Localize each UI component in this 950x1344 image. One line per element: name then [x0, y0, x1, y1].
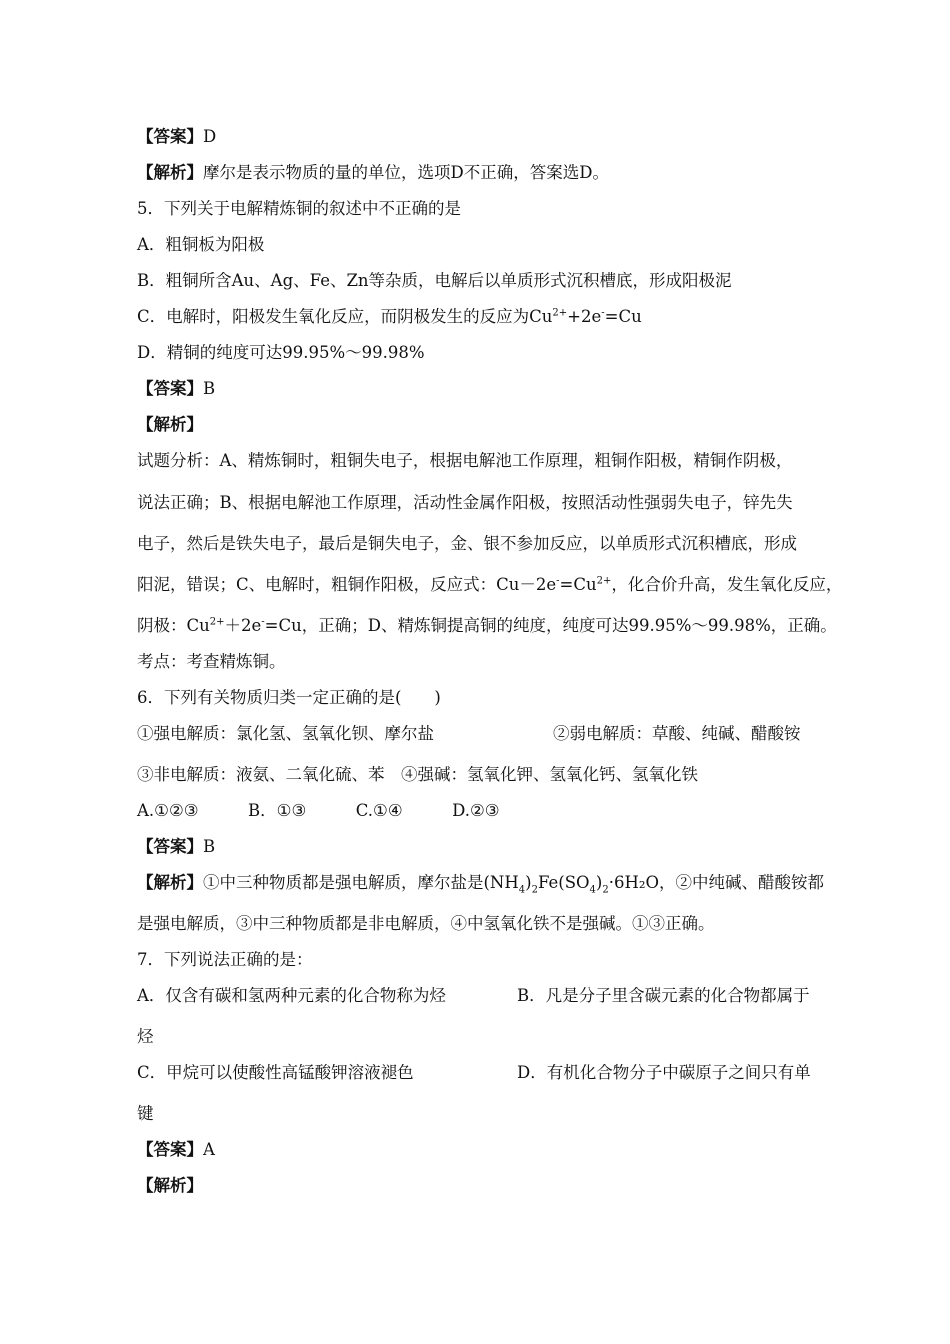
- q6-item-2: ②弱电解质：草酸、纯碱、醋酸铵: [553, 724, 801, 743]
- formula-subscript: 2: [602, 884, 609, 896]
- q7-answer-line: [137, 1139, 827, 1161]
- explanation-text: Fe(SO: [537, 873, 590, 892]
- answer-value: B: [203, 379, 216, 398]
- q6-item-1: ①强电解质：氯化氢、氢氧化钡、摩尔盐: [137, 724, 434, 743]
- charge-superscript: 2+: [552, 307, 568, 319]
- q6-stem: 6．下列有关物质归类一定正确的是( ): [137, 688, 441, 707]
- charge-superscript: 2+: [596, 575, 612, 587]
- q5-stem: 5．下列关于电解精炼铜的叙述中不正确的是: [137, 199, 461, 218]
- q5-analysis-line-4: [137, 574, 843, 596]
- q4-explanation-line: [137, 162, 827, 184]
- formula-subscript: 4: [518, 884, 526, 896]
- q6-answer-line: [137, 836, 827, 858]
- q5-answer-line: [137, 378, 827, 400]
- q5-kaodian: 考点：考查精炼铜。: [137, 652, 286, 671]
- q6-items-row-2: ③非电解质：液氨、二氧化硫、苯 ④强碱：氢氧化钾、氢氧化钙、氢氧化铁: [137, 765, 698, 784]
- q7-stem: 7．下列说法正确的是：: [137, 950, 313, 969]
- explanation-tag: 【解析】: [137, 415, 203, 434]
- explanation-text: ①中三种物质都是强电解质，摩尔盐是(NH: [203, 873, 519, 892]
- option-c-text-mid: +2e: [567, 307, 602, 326]
- answer-value: A: [203, 1140, 215, 1159]
- explanation-text: ): [525, 873, 532, 892]
- analysis-text: 阴极：Cu: [137, 616, 210, 635]
- option-c-text-end: =Cu: [604, 307, 642, 326]
- q7-explanation-tag: [137, 1175, 827, 1197]
- option-c-text: C．电解时，阳极发生氧化反应，而阴极发生的反应为Cu: [137, 307, 553, 326]
- q6-items-row-1: [137, 723, 827, 745]
- formula-subscript: 4: [589, 884, 596, 896]
- q5-analysis-line-1: 试题分析：A、精炼铜时，粗铜失电子，根据电解池工作原理，粗铜作阳极，精铜作阴极，: [137, 451, 793, 470]
- analysis-text: 阳泥，错误；C、电解时，粗铜作阳极，反应式：Cu－2e: [137, 575, 557, 594]
- answer-value: B: [203, 837, 216, 856]
- explanation-text: 摩尔是表示物质的量的单位，选项D不正确，答案选D。: [203, 163, 609, 182]
- q7-option-b-wrap: 烃: [137, 1027, 154, 1046]
- explanation-text: ): [595, 873, 603, 892]
- analysis-text-end: ，化合价升高，发生氧化反应，: [611, 575, 843, 594]
- charge-superscript: 2+: [209, 616, 225, 628]
- analysis-text-mid: =Cu: [559, 575, 597, 594]
- analysis-text-mid: ＋2e: [224, 616, 262, 635]
- explanation-tag: 【解析】: [137, 1176, 203, 1195]
- charge-superscript: -: [601, 307, 605, 319]
- q7-option-b: B．凡是分子里含碳元素的化合物都属于: [517, 986, 810, 1005]
- explanation-text: ·6H₂O，②中纯碱、醋酸铵都: [608, 873, 825, 892]
- q7-option-d: D．有机化合物分子中碳原子之间只有单: [517, 1063, 811, 1082]
- q5-option-b: B．粗铜所含Au、Ag、Fe、Zn等杂质，电解后以单质形式沉积槽底，形成阳极泥: [137, 271, 732, 290]
- q5-explanation-tag: [137, 414, 827, 436]
- explanation-tag: 【解析】: [137, 873, 203, 892]
- charge-superscript: -: [261, 616, 265, 628]
- q4-answer-line: [137, 126, 827, 148]
- charge-superscript: -: [556, 575, 560, 587]
- q5-analysis-line-2: 说法正确；B、根据电解池工作原理，活动性金属作阳极，按照活动性强弱失电子，锌先失: [137, 493, 793, 512]
- q6-explanation-line-2: 是强电解质，③中三种物质都是非电解质，④中氢氧化铁不是强碱。①③正确。: [137, 914, 715, 933]
- q7-option-d-wrap: 键: [137, 1104, 154, 1123]
- q6-choices: A.①②③ B．①③ C.①④ D.②③: [137, 801, 500, 820]
- q5-option-c: [137, 306, 827, 328]
- q6-explanation-line-1: [137, 872, 827, 894]
- answer-value: D: [203, 127, 217, 146]
- q5-analysis-line-5: [137, 615, 837, 637]
- q7-option-c: C．甲烷可以使酸性高锰酸钾溶液褪色: [137, 1063, 414, 1082]
- q5-option-a: A．粗铜板为阳极: [137, 235, 265, 254]
- answer-tag: 【答案】: [137, 837, 203, 856]
- formula-subscript: 2: [531, 884, 538, 896]
- q7-options-row-1: [137, 985, 827, 1007]
- answer-tag: 【答案】: [137, 127, 203, 146]
- explanation-tag: 【解析】: [137, 163, 203, 182]
- answer-tag: 【答案】: [137, 379, 203, 398]
- q5-analysis-line-3: 电子，然后是铁失电子，最后是铜失电子，金、银不参加反应，以单质形式沉积槽底，形成: [137, 534, 797, 553]
- analysis-text-end: =Cu，正确；D、精炼铜提高铜的纯度，纯度可达99.95%～99.98%，正确。: [264, 616, 837, 635]
- q7-option-a: A．仅含有碳和氢两种元素的化合物称为烃: [137, 986, 446, 1005]
- q7-options-row-2: [137, 1062, 827, 1084]
- q5-option-d: D．精铜的纯度可达99.95%～99.98%: [137, 343, 425, 362]
- answer-tag: 【答案】: [137, 1140, 203, 1159]
